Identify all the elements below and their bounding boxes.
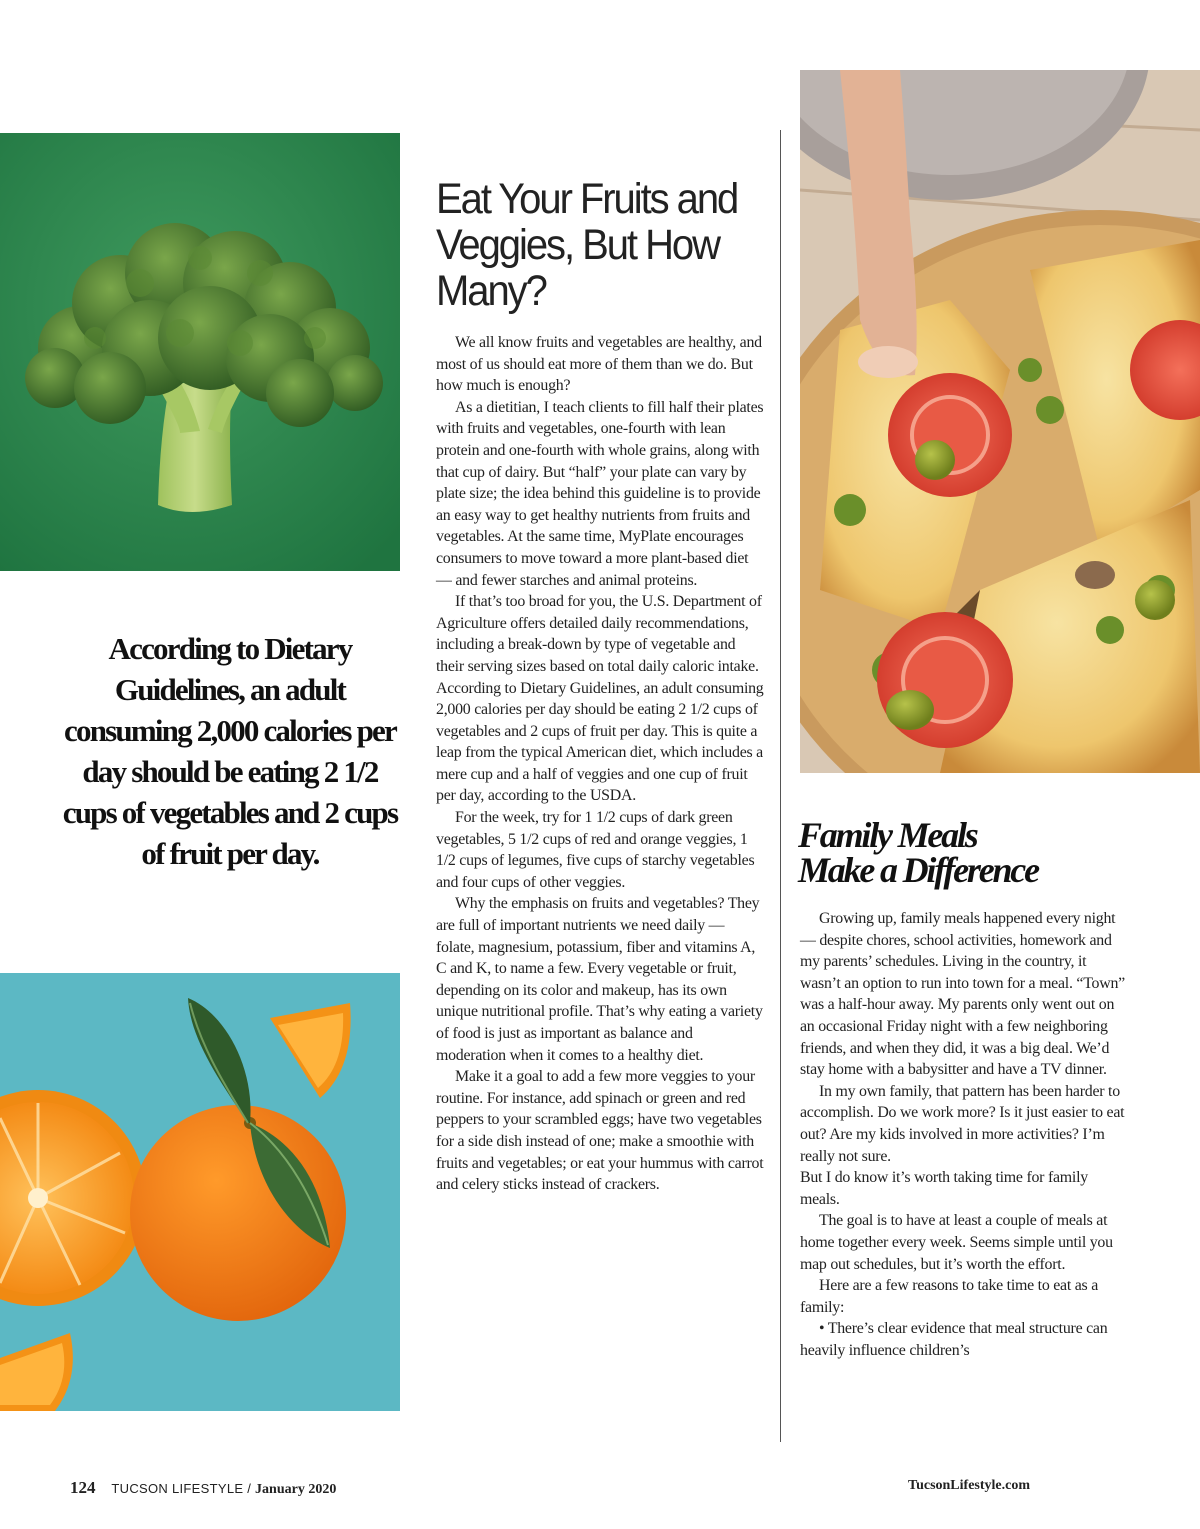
magazine-name: TUCSON LIFESTYLE / bbox=[111, 1481, 252, 1496]
article-paragraph: We all know fruits and vegetables are healthy, and most of us should eat more of them than we do. But how much is enough? bbox=[436, 334, 762, 395]
family-meals-body bbox=[800, 908, 1130, 1361]
website-url: TucsonLifestyle.com bbox=[908, 1478, 1030, 1493]
article-paragraph: The goal is to have at least a couple of meals at home together every week. Seems simple until you map out schedules, but it’s worth the effort. bbox=[800, 1212, 1113, 1273]
oranges-photo bbox=[0, 973, 400, 1411]
article-body bbox=[436, 332, 766, 1196]
family-meals-headline-line2: Make a Difference bbox=[798, 850, 1038, 890]
pull-quote: According to Dietary Guidelines, an adult consuming 2,000 calories per day should be eating 2 1/2 cups of vegetables and 2 cups of fruit per day. bbox=[62, 631, 398, 871]
article-paragraph: In my own family, that pattern has been harder to accomplish. Do we work more? Is it just easier to eat out? Are my kids involved in more activities? I’m really not sure. bbox=[800, 1082, 1125, 1165]
article-paragraph: Here are a few reasons to take time to eat as a family: bbox=[800, 1277, 1098, 1316]
family-meals-headline-line1: Family Meals bbox=[798, 815, 977, 855]
article-paragraph: • There’s clear evidence that meal structure can heavily influence children’s bbox=[800, 1320, 1108, 1359]
pizza-photo bbox=[800, 70, 1200, 773]
article-paragraph: If that’s too broad for you, the U.S. Department of Agriculture offers detailed daily recommendations, including a break-down by type of vegetable and their serving sizes based on total daily caloric intake. According to Dietary Guidelines, an adult consuming 2,000 calories per day should be eating 2 1/2 cups of vegetables and 2 cups of fruit per day. This is quite a leap from the typical American diet, which includes a mere cup and a half of veggies and one cup of fruit per day, according to the USDA. bbox=[436, 593, 764, 805]
article-paragraph: But I do know it’s worth taking time for family meals. bbox=[800, 1169, 1088, 1208]
article-paragraph: Growing up, family meals happened every night — despite chores, school activities, homework and my parents’ schedules. Living in the country, it wasn’t an option to run into town for a meal. “Town” was a half-hour away. My parents only went out on an occasional Friday night with a few neighboring friends, and when they did, it was a big deal. We’d stay home with a babysitter and have a TV dinner. bbox=[800, 910, 1125, 1079]
broccoli-photo bbox=[0, 133, 400, 571]
article-paragraph: Make it a goal to add a few more veggies to your routine. For instance, add spinach or green and red peppers to your scrambled eggs; have two vegetables for a side dish instead of one; make a smoothie with fruits and vegetables; or eat your hummus with carrot and celery sticks instead of crackers. bbox=[436, 1068, 764, 1194]
article-paragraph: Why the emphasis on fruits and vegetables? They are full of important nutrients we need daily — folate, magnesium, potassium, fiber and vitamins A, C and K, to name a few. Every vegetable or fruit, depending on its color and makeup, has its own unique nutritional profile. That’s why eating a variety of food is just as important as balance and moderation when it comes to a healthy diet. bbox=[436, 895, 763, 1064]
footer-left bbox=[70, 1478, 336, 1498]
family-meals-headline bbox=[798, 815, 1158, 890]
article-paragraph: As a dietitian, I teach clients to fill half their plates with fruits and vegetables, one-fourth with lean protein and one-fourth with whole grains, along with that cup of dairy. But “half” your plate can vary by plate size; the idea behind this guideline is to provide an easy way to get healthy nutrients from fruits and vegetables. At the same time, MyPlate encourages consumers to move toward a more plant-based diet — and fewer starches and animal proteins. bbox=[436, 398, 764, 589]
article-headline: Eat Your Fruits and Veggies, But How Many? bbox=[436, 175, 738, 315]
issue-date: January 2020 bbox=[255, 1482, 337, 1497]
page-number: 124 bbox=[70, 1478, 96, 1497]
article-paragraph: For the week, try for 1 1/2 cups of dark green vegetables, 5 1/2 cups of red and orange veggies, 1 1/2 cups of legumes, five cups of starchy vegetables and four cups of other veggies. bbox=[436, 809, 755, 891]
column-divider bbox=[780, 130, 781, 1442]
